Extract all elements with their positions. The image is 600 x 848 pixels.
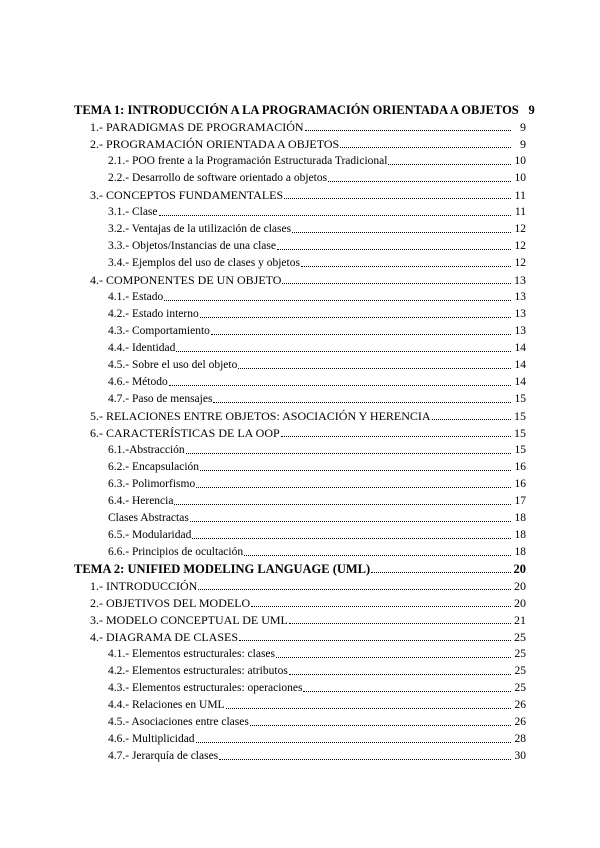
- toc-page-number: 13: [514, 273, 526, 287]
- toc-page-number: 20: [514, 579, 526, 593]
- toc-entry-label: 2.- OBJETIVOS DEL MODELO: [90, 596, 251, 610]
- toc-subsection-entry[interactable]: [0, 321, 600, 338]
- toc-subsection-entry[interactable]: [0, 253, 600, 270]
- toc-dot-leader: [164, 300, 511, 301]
- toc-page-number: 13: [514, 291, 526, 303]
- toc-dot-leader: [282, 283, 511, 284]
- toc-page-number: 16: [514, 478, 526, 490]
- toc-page-number: 15: [514, 409, 526, 423]
- toc-page-number: 21: [514, 613, 526, 627]
- toc-entry-label: 3.1.- Clase: [108, 206, 158, 218]
- toc-dot-leader: [303, 691, 511, 692]
- toc-subsection-entry[interactable]: [0, 236, 600, 253]
- toc-section-entry[interactable]: [0, 627, 600, 644]
- toc-entry-label: 6.- CARACTERÍSTICAS DE LA OOP: [90, 426, 280, 440]
- toc-subsection-entry[interactable]: [0, 746, 600, 763]
- toc-dot-leader: [284, 198, 511, 199]
- toc-dot-leader: [328, 181, 511, 182]
- toc-subsection-entry[interactable]: [0, 372, 600, 389]
- toc-entry-label: 4.6.- Método: [108, 376, 168, 388]
- toc-subsection-entry[interactable]: [0, 440, 600, 457]
- toc-page-number: 11: [514, 206, 526, 218]
- toc-section-entry[interactable]: [0, 406, 600, 423]
- toc-dot-leader: [292, 232, 511, 233]
- toc-page-number: 25: [514, 682, 526, 694]
- table-of-contents: [0, 100, 600, 763]
- toc-page-number: 26: [514, 716, 526, 728]
- toc-entry-label: 6.4.- Herencia: [108, 495, 174, 507]
- toc-subsection-entry[interactable]: [0, 491, 600, 508]
- toc-section-entry[interactable]: [0, 576, 600, 593]
- toc-page-number: 20: [514, 596, 526, 610]
- toc-page-number: 16: [514, 461, 526, 473]
- toc-entry-label: 2.2.- Desarrollo de software orientado a objetos: [108, 172, 328, 184]
- toc-subsection-entry[interactable]: [0, 542, 600, 559]
- toc-subsection-entry[interactable]: [0, 151, 600, 168]
- toc-page-number: 13: [514, 325, 526, 337]
- toc-subsection-entry[interactable]: [0, 355, 600, 372]
- toc-page-number: 14: [514, 342, 526, 354]
- toc-page-number: 30: [514, 750, 526, 762]
- toc-entry-label: 3.4.- Ejemplos del uso de clases y objetos: [108, 257, 300, 269]
- toc-dot-leader: [200, 317, 511, 318]
- toc-dot-leader: [174, 504, 511, 505]
- toc-subsection-entry[interactable]: [0, 678, 600, 695]
- toc-dot-leader: [196, 742, 511, 743]
- toc-page-number: 12: [514, 257, 526, 269]
- toc-dot-leader: [250, 725, 511, 726]
- toc-entry-label: 5.- RELACIONES ENTRE OBJETOS: ASOCIACIÓN Y HERENCIA: [90, 409, 431, 423]
- toc-page-number: 14: [514, 376, 526, 388]
- toc-page-number: 15: [514, 393, 526, 405]
- toc-page-number: 18: [514, 512, 526, 524]
- toc-dot-leader: [176, 351, 511, 352]
- toc-entry-label: 4.- COMPONENTES DE UN OBJETO: [90, 273, 282, 287]
- toc-subsection-entry[interactable]: [0, 661, 600, 678]
- toc-entry-label: 6.3.- Polimorfismo: [108, 478, 196, 490]
- toc-page-number: 14: [514, 359, 526, 371]
- toc-entry-label: 6.6.- Principios de ocultación: [108, 546, 244, 558]
- toc-dot-leader: [213, 402, 511, 403]
- toc-dot-leader: [244, 555, 511, 556]
- toc-dot-leader: [192, 538, 511, 539]
- toc-dot-leader: [277, 249, 511, 250]
- toc-dot-leader: [432, 419, 511, 420]
- toc-page-number: 13: [514, 308, 526, 320]
- toc-subsection-entry[interactable]: [0, 219, 600, 236]
- toc-subsection-entry[interactable]: [0, 389, 600, 406]
- toc-page-number: 20: [513, 562, 526, 576]
- toc-dot-leader: [211, 334, 511, 335]
- toc-page-number: 17: [514, 495, 526, 507]
- toc-dot-leader: [200, 470, 511, 471]
- toc-page-number: 15: [514, 426, 526, 440]
- toc-section-entry[interactable]: [0, 117, 600, 134]
- toc-entry-label: 4.- DIAGRAMA DE CLASES: [90, 630, 239, 644]
- toc-entry-label: 4.7.- Paso de mensajes: [108, 393, 213, 405]
- toc-entry-label: 6.2.- Encapsulación: [108, 461, 200, 473]
- toc-entry-label: 1.- PARADIGMAS DE PROGRAMACIÓN: [90, 120, 304, 134]
- toc-entry-label: 4.5.- Sobre el uso del objeto: [108, 359, 238, 371]
- toc-section-entry[interactable]: [0, 270, 600, 287]
- toc-dot-leader: [301, 266, 511, 267]
- toc-page-number: 9: [520, 120, 526, 134]
- toc-subsection-entry[interactable]: [0, 287, 600, 304]
- toc-entry-label: 4.1.- Estado: [108, 291, 164, 303]
- toc-subsection-entry[interactable]: [0, 644, 600, 661]
- toc-page-number: 11: [514, 188, 526, 202]
- toc-dot-leader: [169, 385, 511, 386]
- toc-page-number: 28: [514, 733, 526, 745]
- toc-section-entry[interactable]: [0, 134, 600, 151]
- toc-subsection-entry[interactable]: [0, 202, 600, 219]
- toc-entry-label: 4.2.- Estado interno: [108, 308, 199, 320]
- toc-page-number: 15: [514, 444, 526, 456]
- toc-page-number: 18: [514, 529, 526, 541]
- toc-page-number: 12: [514, 240, 526, 252]
- toc-entry-label: 1.- INTRODUCCIÓN: [90, 579, 198, 593]
- toc-entry-label: 4.1.- Elementos estructurales: clases: [108, 648, 276, 660]
- toc-page-number: 9: [528, 103, 535, 117]
- toc-dot-leader: [196, 487, 511, 488]
- toc-dot-leader: [159, 215, 511, 216]
- toc-dot-leader: [219, 759, 511, 760]
- toc-chapter-entry[interactable]: [0, 559, 600, 576]
- toc-chapter-entry[interactable]: [0, 100, 600, 117]
- toc-entry-label: 2.1.- POO frente a la Programación Estructurada Tradicional: [108, 155, 388, 167]
- toc-entry-label: 4.4.- Identidad: [108, 342, 176, 354]
- toc-page-number: 25: [514, 648, 526, 660]
- toc-entry-label: 3.2.- Ventajas de la utilización de clases: [108, 223, 292, 235]
- toc-entry-label: 3.3.- Objetos/Instancias de una clase: [108, 240, 276, 252]
- toc-entry-label: 4.4.- Relaciones en UML: [108, 699, 225, 711]
- toc-subsection-entry[interactable]: [0, 168, 600, 185]
- toc-dot-leader: [281, 436, 511, 437]
- toc-dot-leader: [340, 147, 511, 148]
- toc-dot-leader: [276, 657, 511, 658]
- toc-entry-label: 4.2.- Elementos estructurales: atributos: [108, 665, 288, 677]
- toc-dot-leader: [305, 130, 511, 131]
- toc-page-number: 10: [514, 172, 526, 184]
- toc-entry-label: 4.5.- Asociaciones entre clases: [108, 716, 249, 728]
- toc-dot-leader: [251, 606, 511, 607]
- toc-entry-label: TEMA 1: INTRODUCCIÓN A LA PROGRAMACIÓN ORIENTADA A OBJETOS: [74, 103, 519, 117]
- toc-section-entry[interactable]: [0, 185, 600, 202]
- toc-page-number: 18: [514, 546, 526, 558]
- toc-subsection-entry[interactable]: [0, 729, 600, 746]
- toc-subsection-entry[interactable]: [0, 695, 600, 712]
- toc-dot-leader: [388, 164, 511, 165]
- toc-entry-label: 4.3.- Comportamiento: [108, 325, 210, 337]
- toc-page-number: 12: [514, 223, 526, 235]
- toc-subsection-entry[interactable]: [0, 712, 600, 729]
- toc-entry-label: 6.1.-Abstracción: [108, 444, 185, 456]
- toc-entry-label: 3.- CONCEPTOS FUNDAMENTALES: [90, 188, 284, 202]
- toc-section-entry[interactable]: [0, 423, 600, 440]
- toc-dot-leader: [289, 674, 511, 675]
- toc-dot-leader: [239, 640, 511, 641]
- toc-entry-label: 6.5.- Modularidad: [108, 529, 192, 541]
- toc-entry-label: TEMA 2: UNIFIED MODELING LANGUAGE (UML): [74, 562, 371, 576]
- toc-dot-leader: [226, 708, 511, 709]
- toc-subsection-entry[interactable]: [0, 304, 600, 321]
- toc-dot-leader: [371, 572, 511, 573]
- toc-dot-leader: [238, 368, 511, 369]
- toc-entry-label: 2.- PROGRAMACIÓN ORIENTADA A OBJETOS: [90, 137, 340, 151]
- toc-page-number: 26: [514, 699, 526, 711]
- toc-section-entry[interactable]: [0, 610, 600, 627]
- toc-dot-leader: [198, 589, 511, 590]
- toc-dot-leader: [190, 521, 511, 522]
- toc-page-number: 25: [514, 665, 526, 677]
- toc-dot-leader: [289, 623, 511, 624]
- toc-page-number: 9: [520, 137, 526, 151]
- toc-subsection-entry[interactable]: [0, 525, 600, 542]
- toc-subsection-entry[interactable]: [0, 474, 600, 491]
- toc-section-entry[interactable]: [0, 593, 600, 610]
- toc-page-number: 10: [514, 155, 526, 167]
- toc-entry-label: 4.6.- Multiplicidad: [108, 733, 195, 745]
- toc-entry-label: 3.- MODELO CONCEPTUAL DE UML: [90, 613, 288, 627]
- toc-entry-label: 4.3.- Elementos estructurales: operaciones: [108, 682, 303, 694]
- toc-entry-label: Clases Abstractas: [108, 512, 189, 524]
- toc-page-number: 25: [514, 630, 526, 644]
- toc-entry-label: 4.7.- Jerarquía de clases: [108, 750, 219, 762]
- toc-dot-leader: [186, 453, 511, 454]
- toc-subsection-entry[interactable]: [0, 338, 600, 355]
- toc-subsection-entry[interactable]: [0, 508, 600, 525]
- toc-subsection-entry[interactable]: [0, 457, 600, 474]
